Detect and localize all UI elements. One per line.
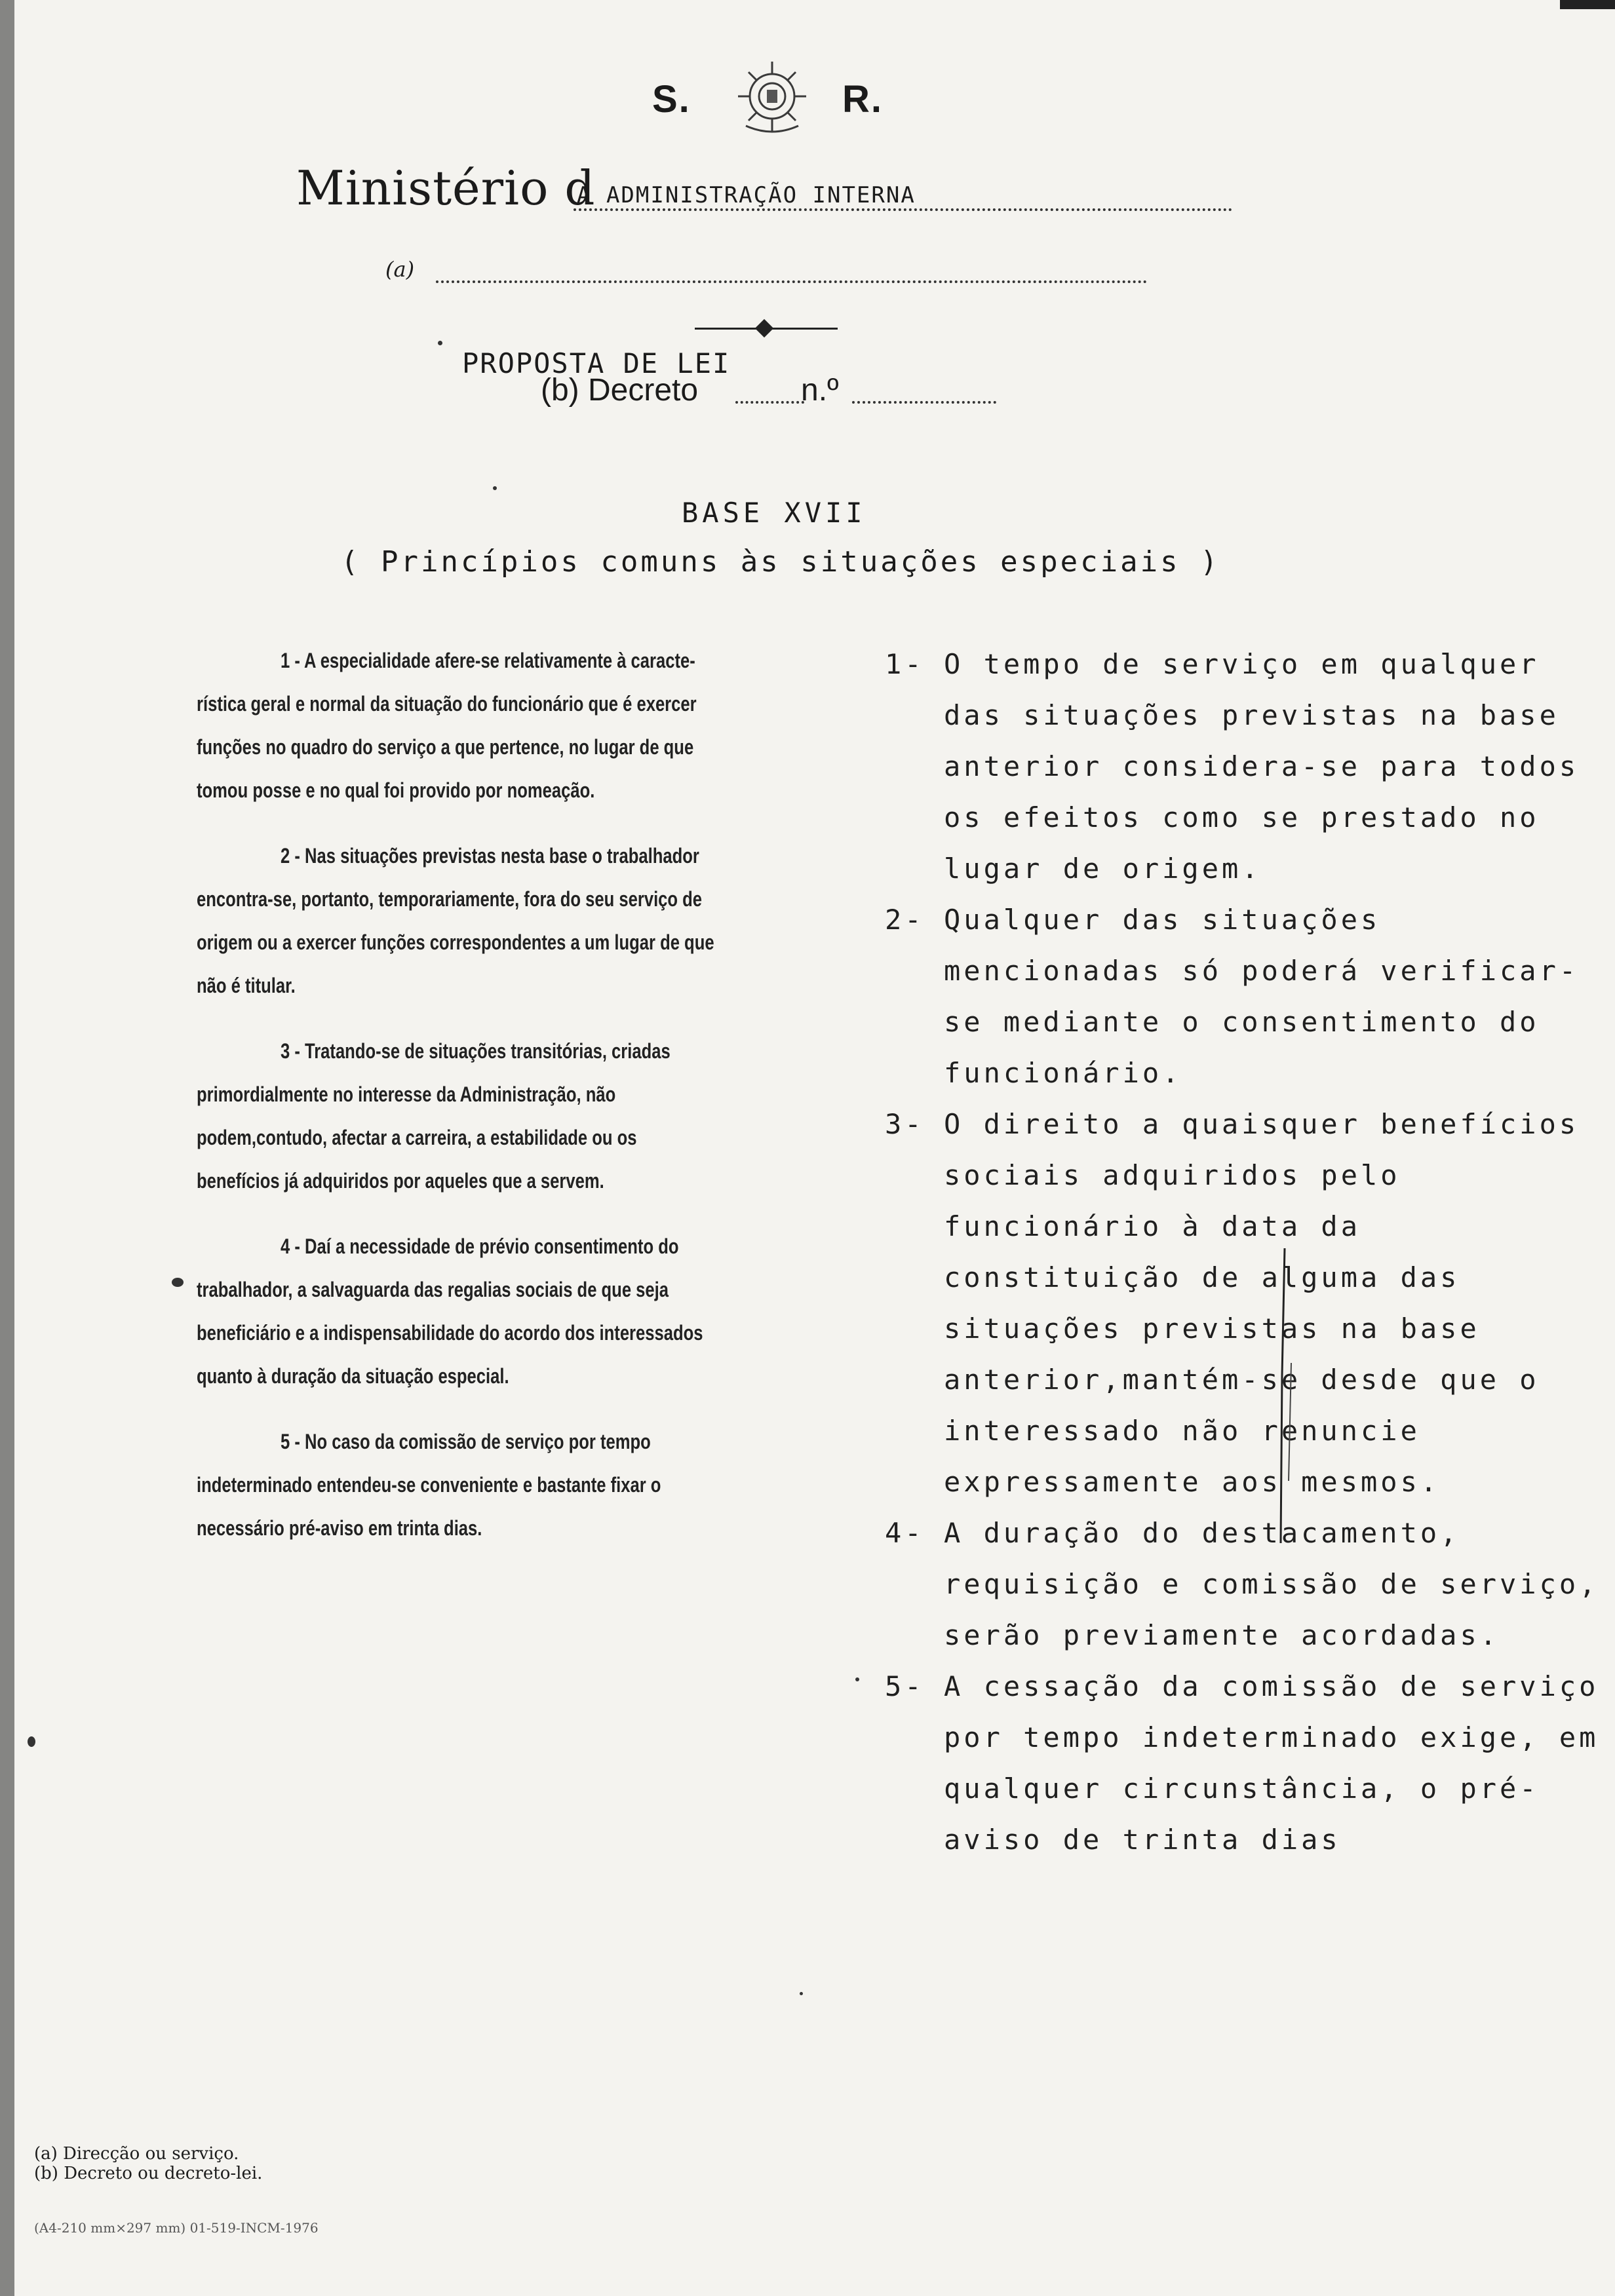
article-number: 5-: [885, 1670, 925, 1702]
decreto-dotted-line: [735, 401, 804, 404]
ministry-prefix: Ministério d: [296, 161, 596, 216]
scan-speck: [172, 1278, 184, 1287]
article-number: 2-: [885, 904, 925, 936]
proposta-de-lei: PROPOSTA DE LEI: [462, 347, 731, 379]
footnote-a: (a) Direcção ou serviço.: [34, 2144, 239, 2164]
preamble-paragraph-5: 5 - No caso da comissão de serviço por tempo indeterminado entendeu-se conveniente e bastante fixar o necessário pré-aviso em trinta dias.: [197, 1430, 661, 1540]
scan-top-edge: [1560, 0, 1615, 9]
article-text: O tempo de serviço em qualquer das situações previstas na base anterior considera-se para todos os efeitos como se prestado no lugar de origem.: [944, 648, 1580, 885]
article-number: 4-: [885, 1517, 925, 1549]
article-text: A duração do destacamento, requisição e comissão de serviço, serão previamente acordadas.: [944, 1517, 1599, 1651]
base-subtitle: ( Princípios comuns às situações especiais ): [341, 545, 1220, 579]
field-a-label: (a): [385, 257, 415, 282]
article-item: [885, 1508, 1599, 1661]
ministry-dotted-line: [574, 208, 1232, 211]
preamble-column: [197, 639, 721, 1572]
preamble-paragraph-1: 1 - A especialidade afere-se relativamente à caracte-rística geral e normal da situação do funcionário que é exercer funções no quadro do serviço a que pertence, no lugar de que tomou posse e no qual foi provido por nomeação.: [197, 649, 697, 802]
handwritten-margin-mark: [1265, 1245, 1304, 1546]
preamble-paragraph-4: 4 - Daí a necessidade de prévio consentimento do trabalhador, a salvaguarda das regalias sociais de que seja beneficiário e a indispensabilidade do acordo dos interessados quanto à duração da situação especial.: [197, 1234, 703, 1388]
article-number: 1-: [885, 648, 925, 680]
preamble-paragraph-3: 3 - Tratando-se de situações transitórias, criadas primordialmente no interesse da Administração, não podem,contudo, afectar a carreira, a estabilidade ou os benefícios já adquiridos por aqueles que a servem.: [197, 1039, 671, 1193]
article-item: [885, 639, 1599, 894]
articles-column: [885, 639, 1599, 1866]
article-item: [885, 1099, 1599, 1508]
scan-speck: [28, 1736, 35, 1747]
ministry-name-field: A ADMINISTRAÇÃO INTERNA: [577, 182, 916, 208]
scan-speck: [493, 486, 497, 490]
scan-left-edge: [0, 0, 14, 2296]
footnote-b: (b) Decreto ou decreto-lei.: [34, 2164, 263, 2183]
field-a-dotted-line: [436, 280, 1147, 283]
numero-dotted-line: [852, 401, 996, 404]
header-r-letter: R.: [842, 78, 883, 121]
scan-speck: [855, 1677, 859, 1681]
article-text: Qualquer das situações mencionadas só poderá verificar-se mediante o consentimento do funcionário.: [944, 904, 1580, 1089]
article-item: [885, 1661, 1599, 1866]
article-item: [885, 894, 1599, 1099]
article-text: O direito a quaisquer benefícios sociais adquiridos pelo funcionário à data da constituição de alguma das situações previstas na base anterior,mantém-se desde que o interessado não renuncie expressamente aos mesmos.: [944, 1108, 1580, 1498]
preamble-paragraph-2: 2 - Nas situações previstas nesta base o trabalhador encontra-se, portanto, temporariamente, fora do seu serviço de origem ou a exercer funções correspondentes a um lugar de que não é titular.: [197, 844, 714, 997]
header-s-letter: S.: [652, 78, 691, 121]
coat-of-arms-emblem: [733, 54, 811, 139]
article-number: 3-: [885, 1108, 925, 1140]
numero-label: n.º: [801, 373, 839, 408]
article-text: A cessação da comissão de serviço por tempo indeterminado exige, em qualquer circunstância, o pré-aviso de trinta dias: [944, 1670, 1599, 1856]
scan-speck: [438, 341, 442, 345]
ornament-diamond: [755, 319, 773, 337]
decreto-label: (b) Decreto: [541, 373, 699, 408]
base-title: BASE XVII: [682, 497, 866, 529]
scan-speck: [800, 1992, 803, 1995]
form-code: (A4-210 mm×297 mm) 01-519-INCM-1976: [34, 2220, 319, 2236]
